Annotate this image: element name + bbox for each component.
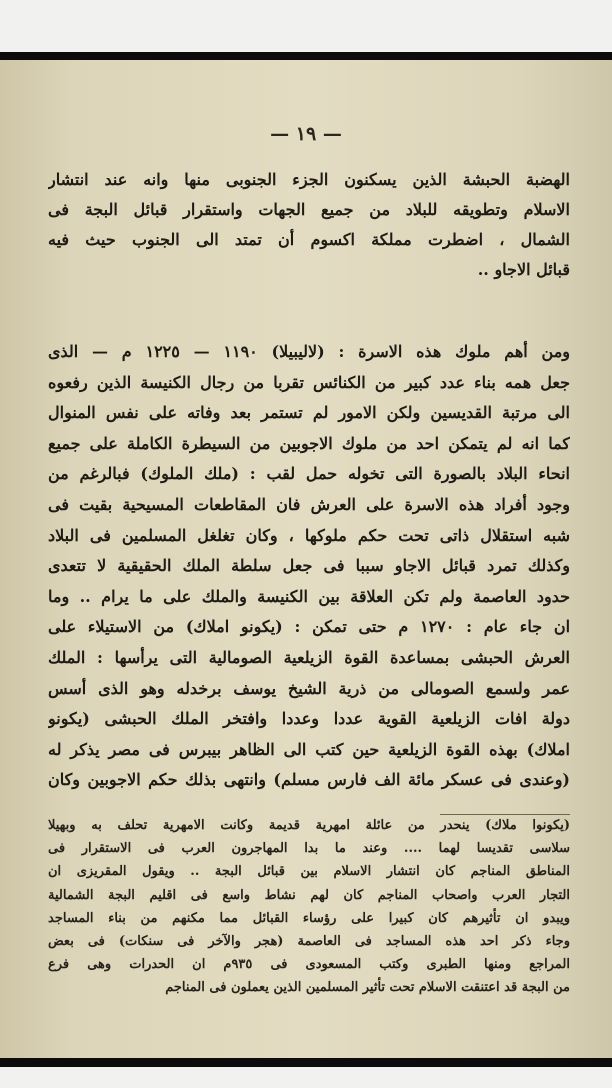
footnote-line: سلاسى تقديسا لهما .... وعند ما بدا المهاجرون العرب فى الاستقرار فى [48,841,570,857]
text-line: حدود العاصمة ولم تكن العلاقة بين الكنيسة والملك على ما يرام .. وما [48,586,570,606]
text-line: دولة افات الزيلعية القوية عددا وعددا وافتخر الملك الحبشى (يكونو [48,709,570,729]
text-line: ان جاء عام : ١٢٧٠ م حتى تمكن : (يكونو املاك) من الاستيلاء على [48,617,570,637]
paragraph-1 [48,165,570,285]
footnote-line: المناطق المناجم كان انتشار الاسلام بين قبائل البجة .. ويقول المقريزى ان [48,864,570,880]
text-line: عمر ولسمع الصومالى من ذرية الشيخ يوسف برخدله وهو الذى أسس [48,678,570,698]
text-line: كما انه لم يتمكن احد من ملوك الاجوبين من السيطرة الكاملة على جميع [48,433,570,453]
paragraph-2 [48,337,570,796]
footnote-line: من البجة قد اعتنقت الاسلام تحت تأثير المسلمين الذين يعملون فى المناجم [165,980,570,996]
text-line: الى مرتبة القديسين ولكن الامور لم تستمر بعد وفاته على نفس المنوال [48,403,570,423]
text-line: الاسلام وتطويقه للبلاد من جميع الجهات واستقرار قبائل البجة فى [48,200,570,219]
page-number: — ١٩ — [270,123,342,145]
footnote [48,814,570,1000]
text-line: العرش الحبشى بمساعدة القوة الزيلعية الصومالية التى يرأسها : الملك [48,647,570,667]
text-line: ومن أهم ملوك هذه الاسرة : (لاليبيلا) ١١٩٠ — ١٢٢٥ م — الذى [48,342,570,361]
text-line: (وعندى فى عسكر مائة الف فارس مسلم) وانتهى بذلك حكم الاجوبين وكان [48,770,570,790]
text-line: الشمال ، اضطرت مملكة اكسوم أن تمتد الى الجنوب حيث فيه [48,230,570,249]
bottom-border [0,1058,612,1067]
text-line: قبائل الاجاو .. [477,260,570,279]
footnote-line: (يكونوا ملاك) ينحدر من عائلة امهرية قديمة وكانت الامهرية تحلف به وبهيلا [48,818,570,833]
footnote-line: المراجع ومنها الطبرى وكتب المسعودى فى ٩٣٥م ان الحدرات وهى فرع [48,957,570,973]
book-page [0,60,612,1058]
bottom-margin [0,1067,612,1088]
footnote-line: وجاء ذكر احد هذه المساجد فى العاصمة (هجر والآخر فى سنكات) فى بعض [48,934,570,950]
top-border [0,52,612,60]
text-line: شبه استقلال ذاتى تحت حكم ملوكها ، وكان تغلغل المسلمين فى البلاد [48,525,570,545]
footnote-line: ويبدو ان تأثيرهم كان كبيرا على رؤساء القبائل مما مكنهم من بناء المساجد [48,910,570,926]
text-line: الهضبة الحبشة الذين يسكنون الجزء الجنوبى منها وانه عند انتشار [48,170,570,189]
text-line: املاك) بهذه القوة الزيلعية حين كتب الى الظاهر بيبرس فى مصر يذكر له [48,739,570,759]
text-line: انحاء البلاد بالصورة التى تخوله حمل لقب : (ملك الملوك) فبالرغم من [48,464,570,484]
top-margin [0,0,612,52]
footnote-line: التجار العرب واصحاب المناجم كان لهم نشاط واسع فى اقليم البجة الشمالية [48,887,570,903]
text-line: جعل همه بناء عدد كبير من الكنائس تقربا من رجال الكنيسة الذين رفعوه [48,372,570,392]
text-line: وكذلك تمرد قبائل الاجاو سببا فى جعل سلطة الملك الحقيقية لا تتعدى [48,556,570,576]
text-line: وجود أفراد هذه الاسرة على العرش فان المقاطعات المسيحية بقيت فى [48,494,570,514]
